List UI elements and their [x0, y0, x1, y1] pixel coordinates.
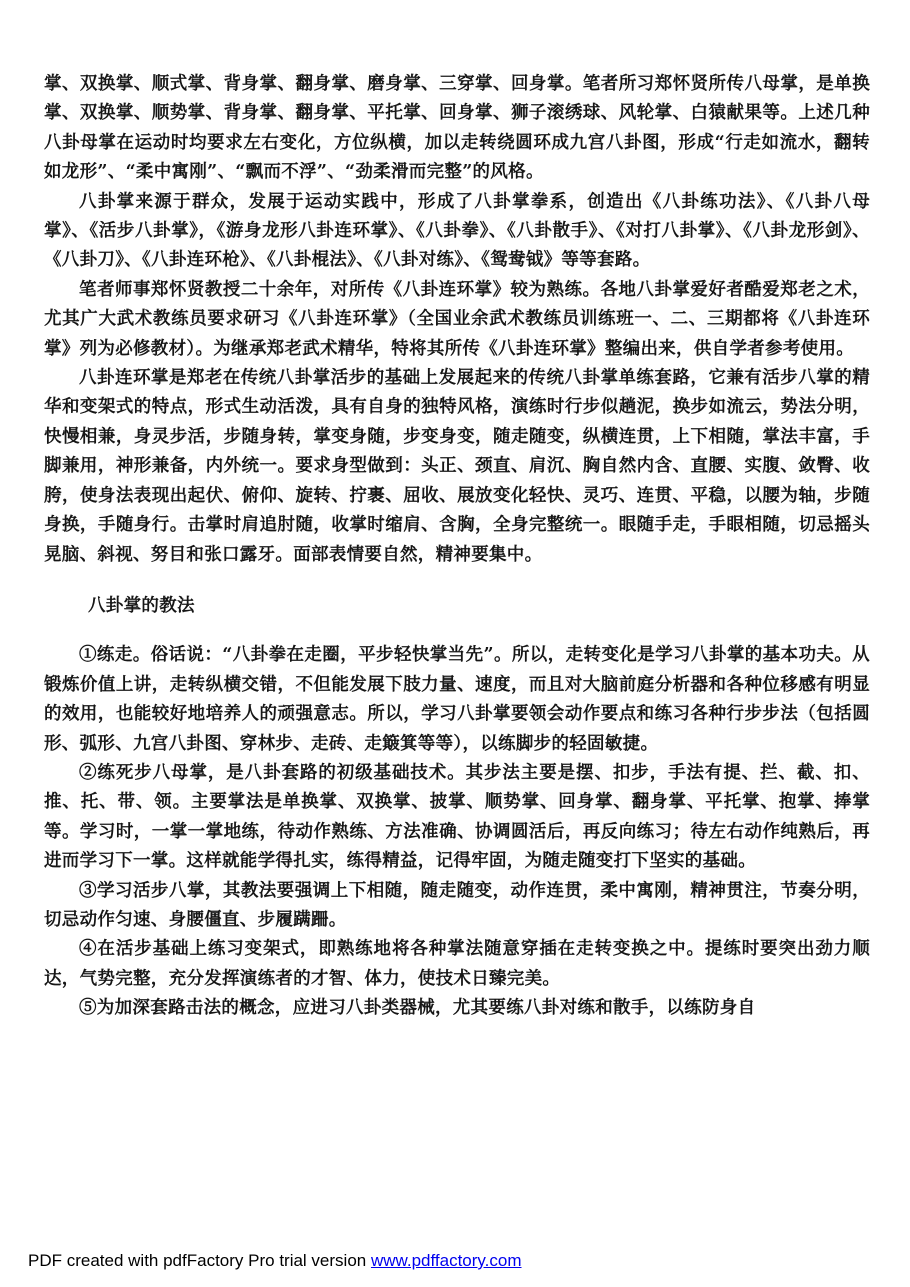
section-heading: 八卦掌的教法: [88, 595, 195, 616]
paragraph-method-3: ③学习活步八掌，其教法要强调上下相随，随走随变，动作连贯，柔中寓刚，精神贯注，节奏分明，切忌动作匀速、身腰僵直、步履蹒跚。: [44, 880, 870, 930]
paragraph-continuation: 掌、双换掌、顺式掌、背身掌、翻身掌、磨身掌、三穿掌、回身掌。笔者所习郑怀贤所传八母掌，是单换掌、双换掌、顺势掌、背身掌、翻身掌、平托掌、回身掌、狮子滚绣球、风轮掌、白猿献果等。上述几种八卦母掌在运动时均要求左右变化，方位纵横，加以走转绕圆环成九宫八卦图，形成“行走如流水，翻转如龙形”、“柔中寓刚”、“飘而不浮”、“劲柔滑而完整”的风格。: [44, 74, 870, 183]
pdf-footer: [28, 1251, 522, 1271]
paragraph-method-5: ⑤为加深套路击法的概念，应进习八卦类器械，尤其要练八卦对练和散手，以练防身自: [79, 998, 756, 1019]
paragraph-origin: 八卦掌来源于群众，发展于运动实践中，形成了八卦掌拳系，创造出《八卦练功法》、《八卦八母掌》、《活步八卦掌》，《游身龙形八卦连环掌》、《八卦拳》、《八卦散手》、《对打八卦掌》、《八卦龙形剑》、《八卦刀》、《八卦连环枪》、《八卦棍法》、《八卦对练》、《鸳鸯钺》等等套路。: [44, 191, 870, 271]
footer-link[interactable]: www.pdffactory.com: [370, 1251, 522, 1270]
footer-text: PDF created with pdfFactory Pro trial version: [28, 1251, 371, 1270]
paragraph-description: 八卦连环掌是郑老在传统八卦掌活步的基础上发展起来的传统八卦掌单练套路，它兼有活步八掌的精华和变架式的特点，形式生动活泼，具有自身的独特风格，演练时行步似趟泥，换步如流云，势法分明，快慢相兼，身灵步活，步随身转，掌变身随，步变身变，随走随变，纵横连贯，上下相随，掌法丰富，手脚兼用，神形兼备，内外统一。要求身型做到：头正、颈直、肩沉、胸自然内含、直腰、实腹、敛臀、收胯，使身法表现出起伏、俯仰、旋转、拧裹、屈收、展放变化轻快、灵巧、连贯、平稳，以腰为轴，步随身换，手随身行。击掌时肩追肘随，收掌时缩肩、含胸，全身完整统一。眼随手走，手眼相随，切忌摇头晃脑、斜视、努目和张口露牙。面部表情要自然，精神要集中。: [44, 368, 870, 565]
paragraph-method-4: ④在活步基础上练习变架式，即熟练地将各种掌法随意穿插在走转变换之中。提练时要突出劲力顺达，气势完整，充分发挥演练者的才智、体力，使技术日臻完美。: [44, 939, 870, 989]
document-body: [44, 70, 870, 1024]
paragraph-method-1: ①练走。俗话说：“八卦拳在走圈，平步轻快掌当先”。所以，走转变化是学习八卦掌的基本功夫。从锻炼价值上讲，走转纵横交错，不但能发展下肢力量、速度，而且对大脑前庭分析器和各种位移感有明显的效用，也能较好地培养人的顽强意志。所以，学习八卦掌要领会动作要点和练习各种行步步法（包括圆形、弧形、九宫八卦图、穿林步、走砖、走簸箕等等），以练脚步的轻固敏捷。: [44, 645, 870, 754]
paragraph-author: 笔者师事郑怀贤教授二十余年，对所传《八卦连环掌》较为熟练。各地八卦掌爱好者酷爱郑老之术，尤其广大武术教练员要求研习《八卦连环掌》（全国业余武术教练员训练班一、二、三期都将《八卦连环掌》列为必修教材）。为继承郑老武术精华，特将其所传《八卦连环掌》整编出来，供自学者参考使用。: [44, 279, 870, 359]
paragraph-method-2: ②练死步八母掌，是八卦套路的初级基础技术。其步法主要是摆、扣步，手法有提、拦、截、扣、推、托、带、领。主要掌法是单换掌、双换掌、披掌、顺势掌、回身掌、翻身掌、平托掌、抱掌、捧掌等。学习时，一掌一掌地练，待动作熟练、方法准确、协调圆活后，再反向练习；待左右动作纯熟后，再进而学习下一掌。这样就能学得扎实，练得精益，记得牢固，为随走随变打下坚实的基础。: [44, 762, 870, 872]
